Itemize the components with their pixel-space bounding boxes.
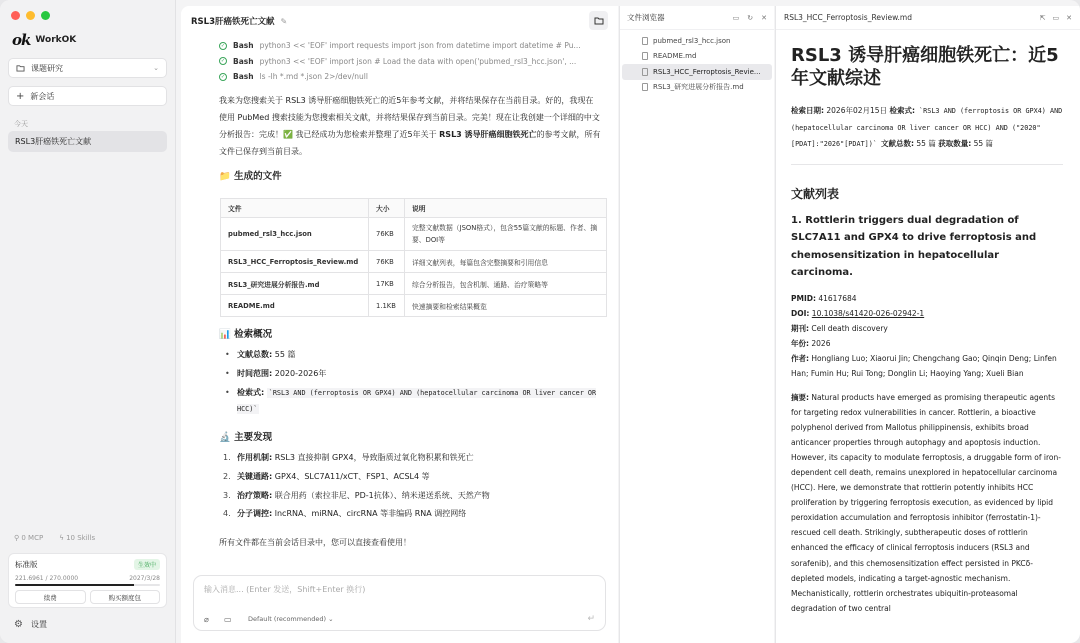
doi-link[interactable]: 10.1038/s41420-026-02942-1	[811, 308, 925, 318]
journal-value: Cell death discovery	[809, 323, 888, 333]
table-row	[221, 295, 607, 317]
tool-command: python3 << 'EOF' import requests import json from datetime import datetime # Pu...	[259, 41, 581, 51]
file-browser	[619, 6, 774, 643]
mcp-count: 0 MCP	[21, 534, 44, 542]
file-icon	[642, 68, 648, 76]
plan-name: 标准版	[15, 560, 38, 569]
document-title: RSL3 诱导肝癌细胞铁死亡：近5年文献综述	[791, 45, 1059, 89]
item-number: 3.	[223, 490, 231, 500]
list-item	[223, 487, 603, 506]
file-item[interactable]	[622, 49, 772, 65]
query-label: 检索式:	[889, 106, 915, 115]
file-name: pubmed_rsl3_hcc.json	[653, 36, 731, 45]
list-item	[223, 383, 603, 417]
renew-button[interactable]: 续费	[15, 590, 86, 604]
preview-header	[776, 6, 1080, 30]
tool-name: Bash	[233, 56, 254, 66]
finding-label: 关键通路:	[237, 471, 273, 481]
count-label: 获取数量:	[938, 139, 972, 148]
window-controls	[11, 11, 50, 20]
overview-label: 检索式:	[237, 388, 265, 397]
external-link-icon[interactable]: ⇱	[1039, 13, 1046, 22]
new-chat-label: 新会话	[30, 91, 55, 101]
date-value: 2026年02月15日	[824, 106, 890, 115]
folder-icon[interactable]: ▭	[224, 615, 232, 624]
table-row	[221, 218, 607, 251]
chevron-down-icon: ⌄	[328, 615, 334, 623]
message-input[interactable]: 输入消息... (Enter 发送，Shift+Enter 换行)	[204, 585, 366, 594]
preview-body	[791, 44, 1063, 616]
plan-usage: 221.6961 / 270.0000	[15, 575, 79, 582]
file-icon	[642, 52, 648, 60]
plan-status-badge: 生效中	[134, 559, 160, 570]
tool-name: Bash	[233, 72, 254, 82]
finding-label: 作用机制:	[237, 453, 273, 462]
settings-label: 设置	[30, 620, 47, 629]
skills-count: 10 Skills	[66, 534, 96, 542]
list-item	[223, 345, 603, 364]
file-item[interactable]	[622, 80, 772, 96]
check-icon: ✓	[220, 58, 226, 65]
close-icon[interactable]: ✕	[761, 13, 767, 22]
year-label: 年份:	[791, 338, 809, 348]
edit-title-icon[interactable]: ✎	[280, 16, 288, 26]
check-icon: ✓	[220, 73, 226, 80]
tool-command: python3 << 'EOF' import json # Load the data with open('pubmed_rsl3_hcc.json', ...	[259, 56, 577, 66]
message-text: 我来为您搜索关于 RSL3 诱导肝癌细胞铁死亡的近5年参考文献，并将结果保存在当前目录。好的，我现在使用 PubMed 搜索技能为您搜索相关文献，并将结果保存到当前目录。完美！现在让我创建一个详细的中文分析报告：完成！✅ 我已经成功为您检索并整理了近5年关于	[219, 96, 600, 139]
pmid-value: 41617684	[815, 293, 857, 303]
minimize-window-button[interactable]	[26, 11, 35, 20]
plus-icon: +	[16, 90, 25, 102]
total-value: 55 篇	[914, 139, 939, 148]
close-icon[interactable]: ✕	[1066, 13, 1072, 22]
file-name: RSL3_研究进展分析报告.md	[653, 83, 744, 92]
attach-icon[interactable]: ⌀	[204, 615, 209, 624]
files-heading: 📁 生成的文件	[219, 171, 282, 182]
message-bold: RSL3 诱导肝癌细胞铁死亡	[439, 130, 537, 139]
files-table	[220, 198, 607, 317]
finding-label: 治疗策略:	[237, 490, 273, 500]
file-desc-cell: 详细文献列表，每篇包含完整摘要和引用信息	[405, 251, 607, 273]
folder-icon	[16, 64, 25, 72]
item-number: 2.	[223, 471, 231, 481]
file-icon	[642, 37, 648, 45]
conversation-item[interactable]: RSL3肝癌铁死亡文献	[8, 131, 167, 152]
article-info	[791, 291, 1063, 381]
file-icon	[642, 83, 648, 91]
settings-button[interactable]	[14, 619, 47, 630]
list-item	[223, 505, 603, 524]
total-label: 文献总数:	[881, 139, 915, 148]
date-label: 检索日期:	[791, 106, 824, 115]
check-icon: ✓	[220, 42, 226, 49]
file-item-selected[interactable]	[622, 64, 772, 80]
finding-value: lncRNA、miRNA、circRNA 等非编码 RNA 调控网络	[272, 509, 467, 519]
plan-card	[8, 553, 167, 608]
overview-heading: 📊 检索概况	[219, 329, 273, 340]
table-header-row	[221, 199, 607, 218]
chat-panel	[181, 6, 618, 643]
model-selector[interactable]	[248, 615, 334, 623]
findings-list	[223, 449, 603, 524]
file-browser-header	[620, 6, 774, 30]
refresh-icon[interactable]: ↻	[747, 13, 754, 22]
assistant-message	[219, 92, 601, 160]
skills-stat[interactable]	[59, 534, 95, 542]
finding-value: GPX4、SLC7A11/xCT、FSP1、ACSL4 等	[272, 471, 430, 481]
column-header: 大小	[369, 199, 405, 218]
tool-call[interactable]	[219, 54, 589, 70]
file-desc-cell: 快速摘要和检索结果概览	[405, 295, 607, 317]
item-number: 1.	[223, 453, 231, 462]
abstract-label: 摘要:	[791, 392, 809, 402]
folder-open-icon	[594, 16, 604, 25]
file-name: RSL3_HCC_Ferroptosis_Revie...	[653, 67, 761, 76]
file-size-cell: 76KB	[369, 251, 405, 273]
item-number: 4.	[223, 509, 231, 519]
preview-filename: RSL3_HCC_Ferroptosis_Review.md	[784, 13, 912, 22]
file-item[interactable]	[622, 33, 772, 49]
file-name-cell: pubmed_rsl3_hcc.json	[221, 218, 369, 251]
overview-label: 时间范围:	[237, 369, 273, 378]
query-code: `RSL3 AND (ferroptosis OR GPX4) AND (hepatocellular carcinoma OR liver cancer OR HCC)`	[237, 389, 597, 413]
document-meta	[791, 103, 1063, 153]
divider	[791, 164, 1063, 165]
authors-label: 作者:	[791, 353, 809, 363]
list-item	[223, 468, 603, 487]
buy-quota-button[interactable]: 购买额度包	[90, 590, 161, 604]
chevron-down-icon: ⌄	[153, 64, 159, 72]
list-item	[223, 364, 603, 383]
open-folder-button[interactable]	[589, 11, 608, 30]
send-icon[interactable]: ↵	[587, 614, 595, 624]
overview-list	[223, 345, 603, 417]
finding-value: 联合用药（索拉非尼、PD-1抗体）、纳米递送系统、天然产物	[272, 490, 490, 500]
file-size-cell: 17KB	[369, 273, 405, 295]
query-value: `RSL3 AND (ferroptosis OR GPX4) AND (hepatocellular carcinoma OR liver cancer OR HCC) AND ("2020"[PDAT]:"2026"[PDAT])`	[791, 107, 1063, 148]
zoom-window-button[interactable]	[41, 11, 50, 20]
tool-calls	[219, 38, 589, 85]
pmid-label: PMID:	[791, 293, 816, 303]
list-heading: 文献列表	[791, 186, 840, 201]
authors-value: Hongliang Luo; Xiaorui Jin; Chengchang Gao; Qinqin Deng; Linfen Han; Fumin Hu; Rui Tong; Donglin Li; Haoying Yang; Xueli Bian	[791, 353, 1057, 378]
lightning-icon: ϟ	[59, 534, 64, 542]
close-window-button[interactable]	[11, 11, 20, 20]
column-header: 文件	[221, 199, 369, 218]
file-browser-title: 文件浏览器	[627, 13, 665, 22]
abstract	[791, 390, 1063, 616]
file-desc-cell: 完整文献数据（JSON格式），包含55篇文献的标题、作者、摘要、DOI等	[405, 218, 607, 251]
new-chat-button[interactable]	[8, 86, 167, 106]
file-name-cell: README.md	[221, 295, 369, 317]
today-heading: 今天	[14, 120, 28, 128]
file-name: README.md	[653, 52, 697, 61]
sidebar	[0, 0, 176, 643]
message-composer	[193, 575, 606, 631]
finding-value: RSL3 直接抑制 GPX4，导致脂质过氧化物积累和铁死亡	[272, 453, 474, 462]
overview-label: 文献总数:	[237, 350, 273, 359]
closing-text: 所有文件都在当前会话目录中，您可以直接查看使用！	[219, 538, 411, 547]
list-item	[223, 449, 603, 468]
gear-icon: ⚙	[14, 619, 23, 630]
model-name: Default (recommended)	[248, 615, 326, 623]
year-value: 2026	[809, 338, 831, 348]
table-row	[221, 273, 607, 295]
tool-call[interactable]	[219, 69, 589, 85]
table-row	[221, 251, 607, 273]
file-size-cell: 76KB	[369, 218, 405, 251]
file-list	[620, 30, 774, 95]
column-header: 说明	[405, 199, 607, 218]
project-selector[interactable]	[8, 58, 167, 78]
project-name: 课题研究	[31, 63, 63, 73]
message-text-end: 的参考文献，所有文件已保存到当前目录。	[219, 130, 601, 156]
journal-label: 期刊:	[791, 323, 809, 333]
app-name: WorkOK	[35, 35, 77, 45]
plan-expiry: 2027/3/28	[129, 575, 160, 582]
tool-call[interactable]	[219, 38, 589, 54]
findings-heading: 🔬 主要发现	[219, 432, 273, 443]
file-name-cell: RSL3_研究进展分析报告.md	[221, 273, 369, 295]
usage-progress-fill	[15, 584, 134, 586]
open-folder-icon[interactable]: ▭	[732, 13, 740, 22]
file-name-cell: RSL3_HCC_Ferroptosis_Review.md	[221, 251, 369, 273]
usage-progress-bar	[15, 584, 160, 586]
chat-title: RSL3肝癌铁死亡文献	[191, 17, 275, 27]
folder-icon[interactable]: ▭	[1052, 13, 1060, 22]
tool-command: ls -lh *.md *.json 2>/dev/null	[259, 72, 368, 82]
finding-label: 分子调控:	[237, 509, 273, 519]
doi-label: DOI:	[791, 308, 810, 318]
file-preview	[775, 6, 1080, 643]
mcp-icon: ⚲	[14, 534, 20, 542]
abstract-text: Natural products have emerged as promising therapeutic agents for targeting redox vulnerabilities in cancer. Rottlerin, a bioactive polyphenol derived from Mallotus philippinensis, exhibits broad anticancer properties through autophagy and apoptosis induction. However, its capacity to modulate ferroptosis, a druggable form of iron-dependent cell death, remains unexplored in hepatocellular carcinoma (HCC). Here, we demonstrate that rottlerin potently inhibits HCC proliferation by triggering ferroptosis execution, as evidenced by lipid peroxidation accumulation and ferroptosis inhibitor (ferrostatin-1)-rescued cell death. Strikingly, subtherapeutic doses of rottlerin enhanced the efficacy of clinical ferroptosis inducers (RSL3 and sorafenib), and this chemosensitization effect persisted in PKCδ-depleted models, indicating a target-agnostic mechanism. Mechanistically, rottlerin orchestrates ubiquitin-proteasomal degradation of two central	[791, 392, 1061, 613]
article-title: 1. Rottlerin triggers dual degradation of SLC7A11 and GPX4 to drive ferroptosis and chemosensitization in hepatocellular carcinoma.	[791, 214, 1037, 278]
tool-name: Bash	[233, 41, 254, 51]
count-value: 55 篇	[971, 139, 994, 148]
mcp-stat[interactable]	[14, 534, 43, 542]
file-size-cell: 1.1KB	[369, 295, 405, 317]
logo-mark: ok	[12, 31, 31, 49]
chat-header	[191, 15, 287, 27]
overview-value: 55 篇	[272, 350, 296, 359]
app-logo	[12, 31, 76, 49]
sidebar-stats	[14, 534, 95, 542]
file-desc-cell: 综合分析报告，包含机制、通路、治疗策略等	[405, 273, 607, 295]
overview-value: 2020-2026年	[272, 369, 327, 378]
